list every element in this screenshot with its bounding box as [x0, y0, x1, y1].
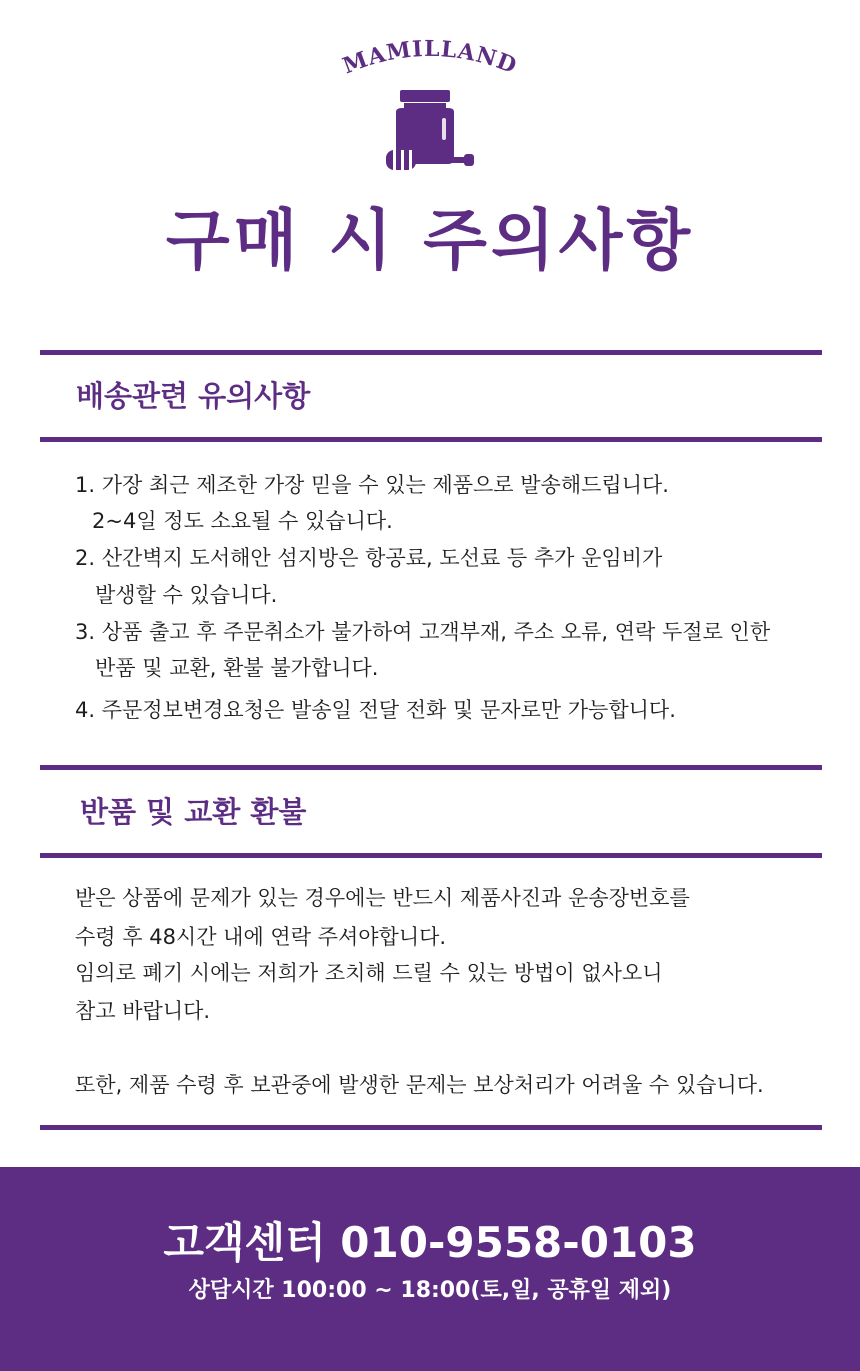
list-item: 4. 주문정보변경요청은 발송일 전달 전화 및 문자로만 가능합니다.	[75, 698, 676, 722]
body-text-line: 받은 상품에 문제가 있는 경우에는 반드시 제품사진과 운송장번호를	[75, 886, 690, 910]
divider-top-shipping	[40, 350, 822, 355]
divider-top-returns	[40, 765, 822, 770]
list-item-continuation: 발생할 수 있습니다.	[95, 583, 278, 607]
body-text-line: 또한, 제품 수령 후 보관중에 발생한 문제는 보상처리가 어려울 수 있습니다.	[75, 1073, 764, 1097]
section-heading-returns: 반품 및 교환 환불	[80, 795, 307, 829]
customer-center-phone: 고객센터 010-9558-0103	[163, 1218, 697, 1267]
brand-logo-text	[330, 28, 530, 88]
list-item-continuation: 2~4일 정도 소요될 수 있습니다.	[92, 509, 393, 533]
list-item: 1. 가장 최근 제조한 가장 믿을 수 있는 제품으로 발송해드립니다.	[75, 473, 669, 497]
divider-bottom-final	[40, 1125, 822, 1130]
body-text-line: 수령 후 48시간 내에 연락 주셔야합니다.	[75, 925, 447, 949]
consultation-hours: 상담시간 100:00 ~ 18:00(토,일, 공휴일 제외)	[188, 1278, 672, 1303]
list-item-continuation: 반품 및 교환, 환불 불가합니다.	[95, 656, 379, 680]
list-item: 3. 상품 출고 후 주문취소가 불가하여 고객부재, 주소 오류, 연락 두절로 인한	[75, 620, 771, 644]
list-item: 2. 산간벽지 도서해안 섬지방은 항공료, 도선료 등 추가 운임비가	[75, 546, 663, 570]
section-heading-shipping: 배송관련 유의사항	[76, 379, 311, 413]
jar-and-honey-dipper-icon	[384, 88, 476, 172]
divider-bottom-shipping	[40, 437, 822, 442]
body-text-line: 참고 바랍니다.	[75, 999, 211, 1023]
customer-center-footer	[0, 1167, 860, 1371]
svg-text:MAMILLAND: MAMILLAND	[339, 35, 521, 80]
divider-bottom-returns	[40, 853, 822, 858]
body-text-line: 임의로 폐기 시에는 저희가 조치해 드릴 수 있는 방법이 없사오니	[75, 961, 663, 985]
page-title: 구매 시 주의사항	[165, 202, 695, 279]
